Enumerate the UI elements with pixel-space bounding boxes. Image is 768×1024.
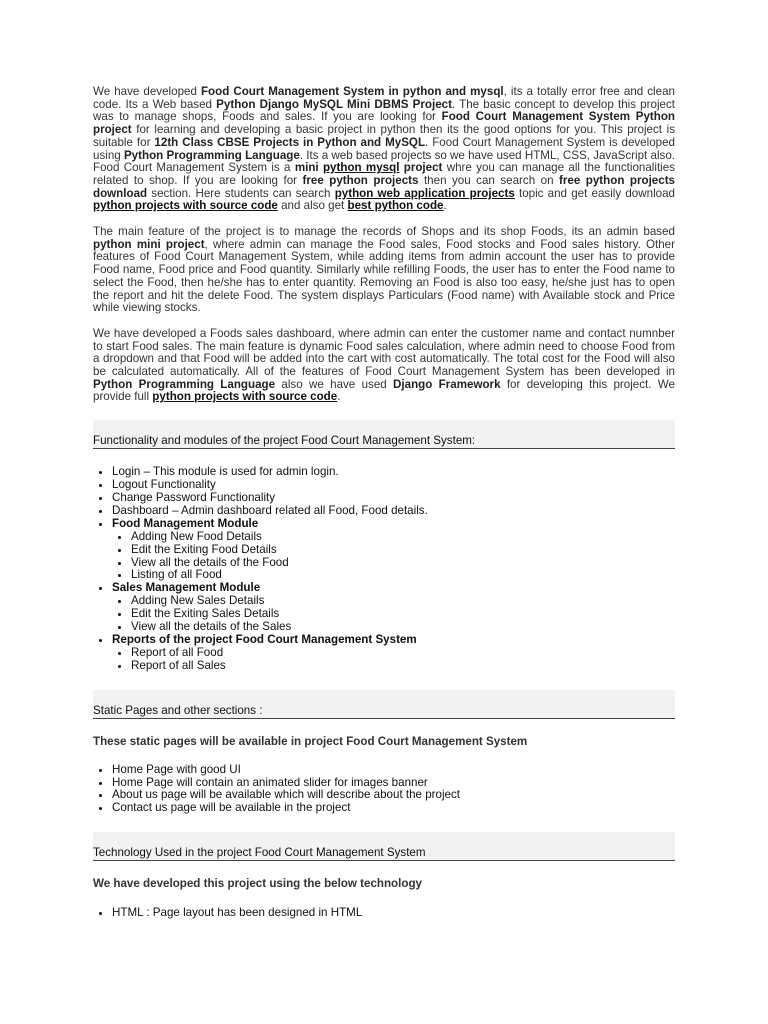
modules-list: [93, 466, 675, 673]
list-item-label: Reports of the project Food Court Management System: [112, 632, 417, 646]
intro-paragraph-1: [93, 86, 675, 213]
list-item-label: Food Management Module: [112, 516, 259, 530]
list-item-label: Adding New Food Details: [131, 529, 262, 543]
text-run: also we have used: [275, 377, 394, 391]
text-run: section. Here students can search: [147, 186, 335, 200]
modules-heading: Functionality and modules of the project Food Court Management System:: [93, 434, 476, 448]
bold-phrase: free python projects download: [93, 173, 676, 200]
bold-phrase: project: [399, 161, 443, 175]
static-pages-heading: Static Pages and other sections :: [93, 703, 263, 717]
technology-section-header: [93, 832, 675, 861]
bold-phrase: Python Django MySQL Mini DBMS Project: [216, 97, 452, 111]
text-run: for developing this project. We provide full: [93, 377, 675, 404]
list-item-label: About us page will be available which will describe about the project: [112, 788, 461, 802]
list-item-label: Listing of all Food: [131, 568, 222, 582]
list-item-label: Dashboard – Admin dashboard related all Food, Food details.: [112, 503, 428, 517]
bold-phrase: Food Court Management System in python and mysql: [200, 85, 504, 98]
list-item-label: Edit the Exiting Sales Details: [131, 607, 280, 621]
text-run: . The basic concept to develop this project was to manage shops, Foods and sales. If you are looking for: [93, 97, 675, 124]
list-item-label: Home Page with good UI: [112, 762, 241, 776]
text-run: , its a totally error free and clean code. Its a Web based: [93, 85, 675, 111]
list-item-label: View all the details of the Food: [131, 555, 289, 569]
text-run: The main feature of the project is to manage the records of Shops and its shop Foods, its an admin based: [93, 225, 675, 239]
modules-section-header: [93, 420, 675, 449]
technology-list: [93, 907, 675, 920]
text-run: We have developed a Foods sales dashboard, where admin can enter the customer name and contact numnber to start Food sales. The main feature is dynamic Food sales calculation, where admin need to choose Food from a dropdown and that Food will be added into the cart with cost automatically. The total cost for the Food will also be calculated automatically. All of the features of Food Court Management System has been developed in: [93, 326, 675, 379]
text-run: .: [337, 390, 341, 404]
text-link[interactable]: python projects with source code: [93, 199, 278, 213]
document-content: [93, 86, 675, 920]
bold-phrase: Django Framework: [393, 377, 501, 391]
list-item-label: Adding New Sales Details: [131, 594, 265, 608]
text-run: then you can search on: [418, 173, 560, 187]
static-pages-list: [93, 764, 675, 816]
bold-phrase: Python Programming Language: [123, 148, 300, 162]
list-item-label: Logout Functionality: [112, 478, 216, 492]
text-run: . Food Court Management System is developed using: [93, 135, 675, 162]
text-link[interactable]: python mysql: [322, 161, 400, 175]
bold-phrase: python mini project: [93, 237, 205, 251]
text-run: We have developed: [93, 85, 201, 98]
bold-phrase: Food Court Management System Python project: [93, 110, 675, 137]
list-item-label: View all the details of the Sales: [131, 620, 292, 634]
bold-phrase: Python Programming Language: [93, 377, 276, 391]
text-run: topic and get easily download: [514, 186, 675, 200]
list-item-label: Report of all Sales: [131, 658, 226, 672]
static-pages-section-header: [93, 690, 675, 719]
list-item-label: Home Page will contain an animated slider for images banner: [112, 775, 428, 789]
text-run: for learning and developing a basic project in python then its the good options for you. This project is suitable for: [93, 123, 675, 149]
list-item: [112, 634, 675, 673]
bold-phrase: free python projects: [302, 173, 419, 187]
text-link[interactable]: python projects with source code: [152, 390, 338, 404]
bold-phrase: mini: [294, 161, 323, 175]
list-item-label: Edit the Exiting Food Details: [131, 542, 277, 556]
list-item: [112, 802, 675, 815]
list-item-label: Change Password Functionality: [112, 490, 276, 504]
intro-paragraph-2: [93, 226, 675, 315]
intro-paragraph-3: [93, 328, 675, 404]
text-run: and also get: [277, 199, 348, 213]
technology-subheading: We have developed this project using the below technology: [93, 877, 422, 891]
sub-list: [112, 595, 675, 634]
list-item: [112, 582, 675, 634]
sub-list: [112, 531, 675, 583]
text-run: .: [443, 199, 447, 213]
static-pages-subheading: These static pages will be available in project Food Court Management System: [93, 734, 528, 748]
text-run: , where admin can manage the Food sales, Food stocks and Food sales history. Other features of Food Court Management System, while adding items from admin account the user has to provide Food name, Food price and Food quantity. Similarly while refilling Foods, the user has to enter the Food name to select the Food, then he/she has to enter quantity. Removing an Food is also too easy, he/she just has to open the report and hit the delete Food. The system displays Particulars (Food name) with Available stock and Price while viewing stocks.: [93, 237, 675, 315]
sub-list: [112, 647, 675, 673]
technology-heading: Technology Used in the project Food Court Management System: [93, 846, 426, 860]
list-item-label: Contact us page will be available in the project: [112, 801, 351, 815]
text-link[interactable]: best python code: [347, 199, 444, 213]
list-item-label: Report of all Food: [131, 645, 224, 659]
list-item-label: Sales Management Module: [112, 581, 261, 595]
list-item: [112, 907, 675, 920]
list-item: [112, 518, 675, 583]
text-run: . Its a web based projects so we have used HTML, CSS, JavaScript also. Food Court Management System is a: [93, 148, 675, 175]
list-item: [131, 660, 675, 673]
text-run: whre you can manage all the functionalities related to shop. If you are looking for: [93, 161, 675, 187]
bold-phrase: 12th Class CBSE Projects in Python and MySQL: [154, 135, 426, 149]
list-item-label: Login – This module is used for admin login.: [112, 465, 339, 479]
list-item-label: HTML : Page layout has been designed in HTML: [112, 906, 363, 920]
text-link[interactable]: python web application projects: [334, 186, 515, 200]
